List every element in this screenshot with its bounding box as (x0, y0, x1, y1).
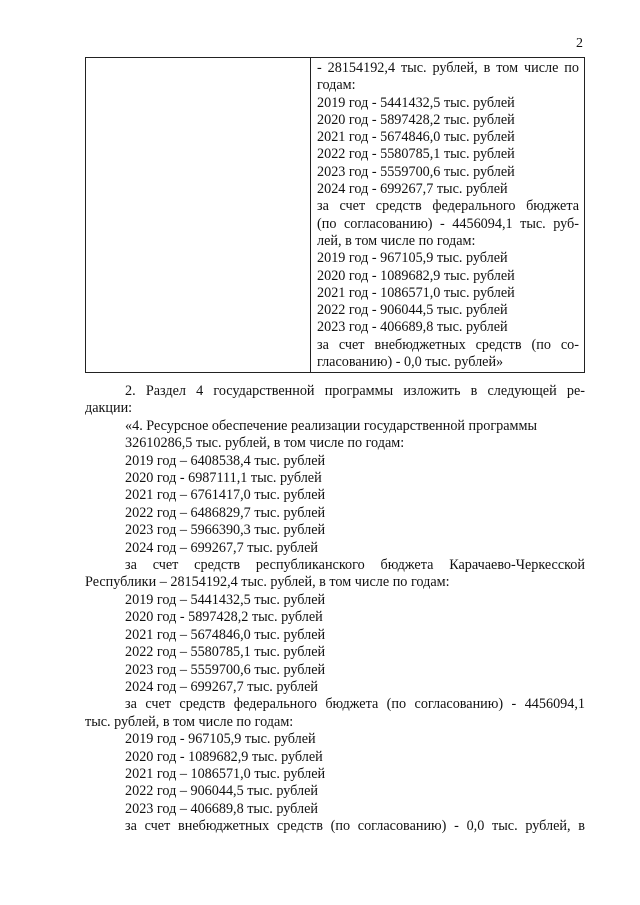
page-number: 2 (576, 36, 583, 51)
table-line: годам: (317, 77, 356, 94)
table-line: 2020 год - 5897428,2 тыс. рублей (317, 111, 515, 128)
year-line: 2022 год – 6486829,7 тыс. рублей (125, 504, 326, 521)
year-line: 2019 год – 6408538,4 тыс. рублей (125, 452, 326, 469)
table-line: лей, в том числе по годам: (317, 232, 476, 249)
paragraph-line: 32610286,5 тыс. рублей, в том числе по годам: (125, 435, 405, 452)
paragraph-line: за счет средств республиканского бюджета Карачаево-Черкесской (125, 557, 585, 574)
year-line: 2021 год – 5674846,0 тыс. рублей (125, 626, 326, 643)
table-line: - 28154192,4 тыс. рублей, в том числе по (317, 60, 579, 76)
table-line: 2022 год - 5580785,1 тыс. рублей (317, 146, 515, 163)
year-line: 2020 год - 5897428,2 тыс. рублей (125, 609, 323, 626)
table-line: 2024 год - 699267,7 тыс. рублей (317, 181, 508, 198)
year-line: 2019 год – 5441432,5 тыс. рублей (125, 591, 326, 608)
year-line: 2024 год – 699267,7 тыс. рублей (125, 539, 318, 556)
table-line: 2021 год - 5674846,0 тыс. рублей (317, 129, 515, 146)
table-line: гласованию) - 0,0 тыс. рублей» (317, 354, 504, 371)
table-line: 2023 год - 406689,8 тыс. рублей (317, 319, 508, 336)
year-line: 2020 год - 6987111,1 тыс. рублей (125, 470, 322, 487)
year-line: 2021 год – 1086571,0 тыс. рублей (125, 765, 326, 782)
paragraph-line: 2. Раздел 4 государственной программы изложить в следующей ре- (125, 383, 585, 399)
year-line: 2023 год – 406689,8 тыс. рублей (125, 800, 318, 817)
table-line: 2023 год - 5559700,6 тыс. рублей (317, 163, 515, 180)
table-line: 2021 год - 1086571,0 тыс. рублей (317, 284, 515, 301)
table-line: за счет средств федерального бюджета (317, 198, 579, 215)
table-line: 2020 год - 1089682,9 тыс. рублей (317, 267, 515, 284)
paragraph-line: за счет внебюджетных средств (по согласованию) - 0,0 тыс. рублей, в (125, 818, 585, 835)
year-line: 2023 год – 5559700,6 тыс. рублей (125, 661, 326, 678)
table-line: за счет внебюджетных средств (по со- (317, 336, 579, 353)
year-line: 2020 год - 1089682,9 тыс. рублей (125, 748, 323, 765)
paragraph-line: дакции: (85, 400, 133, 417)
resources-table (85, 57, 585, 373)
year-line: 2022 год – 5580785,1 тыс. рублей (125, 644, 326, 661)
year-line: 2021 год – 6761417,0 тыс. рублей (125, 487, 326, 504)
year-line: 2019 год - 967105,9 тыс. рублей (125, 731, 316, 748)
table-line: 2022 год - 906044,5 тыс. рублей (317, 302, 508, 319)
year-line: 2023 год – 5966390,3 тыс. рублей (125, 522, 326, 539)
table-line: 2019 год - 5441432,5 тыс. рублей (317, 94, 515, 111)
table-column-divider (310, 58, 311, 372)
section-heading: «4. Ресурсное обеспечение реализации государственной программы (125, 417, 538, 434)
table-line: 2019 год - 967105,9 тыс. рублей (317, 250, 508, 267)
table-line: (по согласованию) - 4456094,1 тыс. руб- (317, 215, 579, 232)
document-body (85, 383, 585, 836)
year-line: 2022 год – 906044,5 тыс. рублей (125, 783, 318, 800)
paragraph-line: за счет средств федерального бюджета (по согласованию) - 4456094,1 (125, 696, 585, 713)
paragraph-line: тыс. рублей, в том числе по годам: (85, 713, 294, 730)
paragraph-line: Республики – 28154192,4 тыс. рублей, в том числе по годам: (85, 574, 450, 591)
year-line: 2024 год – 699267,7 тыс. рублей (125, 678, 318, 695)
table-right-cell (317, 60, 579, 371)
